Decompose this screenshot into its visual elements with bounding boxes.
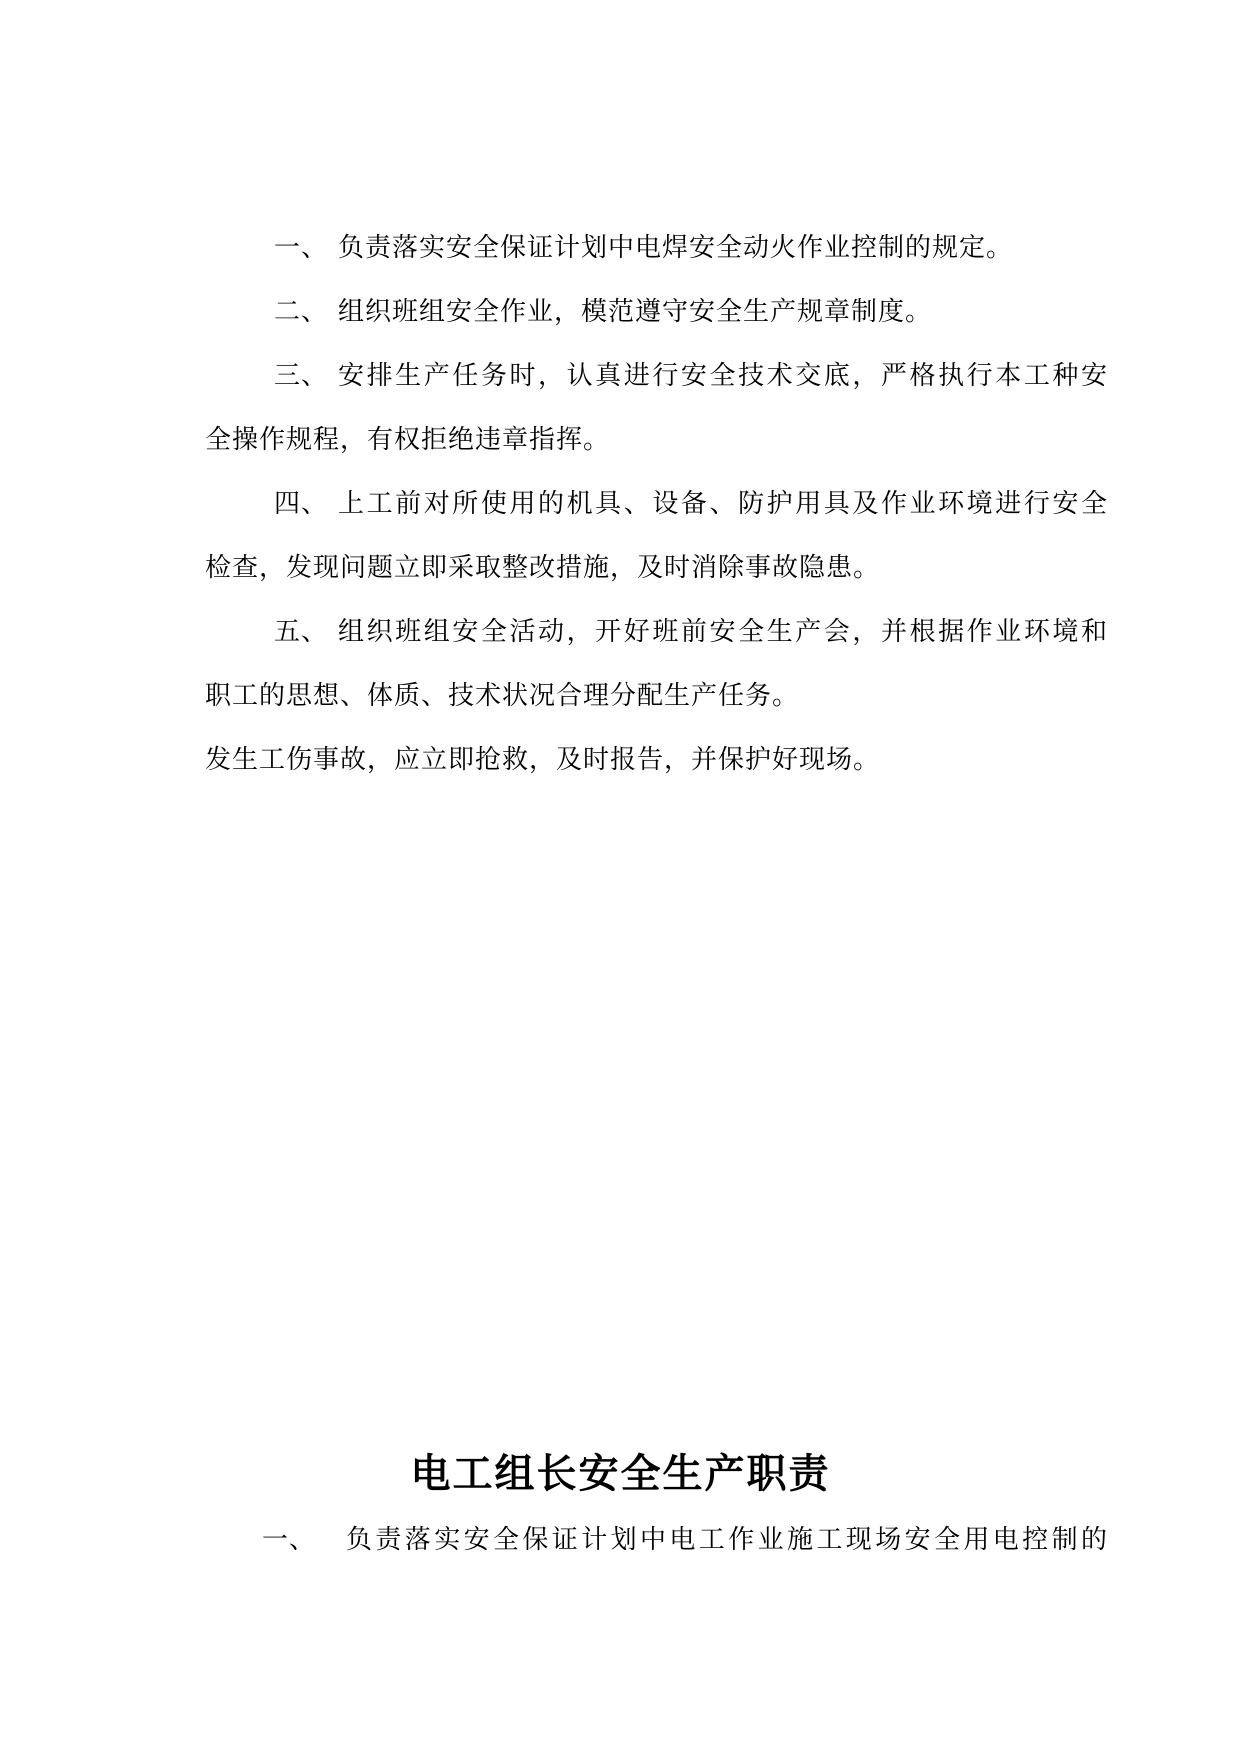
item-4-label: 四、 (274, 489, 329, 519)
item-2-label: 二、 (274, 297, 329, 327)
item-3-line-1: 安排生产任务时，认真进行安全技术交底，严格执行本工种安 (338, 361, 1108, 391)
item-4-line-2: 检查，发现问题立即采取整改措施，及时消除事故隐患。 (205, 553, 881, 583)
item-1-line-1: 负责落实安全保证计划中电焊安全动火作业控制的规定。 (338, 233, 1014, 263)
item-3-line-2: 全操作规程，有权拒绝违章指挥。 (205, 425, 611, 455)
section-2-item-1-label: 一、 (262, 1525, 317, 1555)
item-2-line-1: 组织班组安全作业，模范遵守安全生产规章制度。 (338, 297, 933, 327)
section-title: 电工组长安全生产职责 (410, 1451, 831, 1497)
item-4-line-1: 上工前对所使用的机具、设备、防护用具及作业环境进行安全 (338, 489, 1108, 519)
closing-paragraph: 发生工伤事故，应立即抢救，及时报告，并保护好现场。 (205, 745, 881, 775)
item-5-label: 五、 (274, 617, 329, 647)
item-5-line-1: 组织班组安全活动，开好班前安全生产会，并根据作业环境和 (338, 617, 1108, 647)
section-2-item-1-line-1: 负责落实安全保证计划中电工作业施工现场安全用电控制的 (346, 1525, 1108, 1555)
item-1-label: 一、 (274, 233, 329, 263)
item-3-label: 三、 (274, 361, 329, 391)
item-5-line-2: 职工的思想、体质、技术状况合理分配生产任务。 (205, 681, 800, 711)
